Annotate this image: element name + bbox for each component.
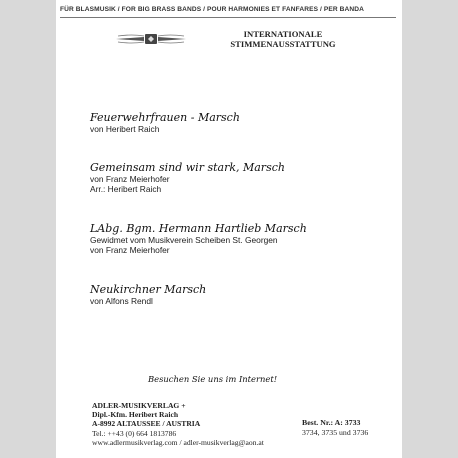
piece-title: Gemeinsam sind wir stark, Marsch — [90, 161, 285, 174]
piece-composer: von Alfons Rendl — [90, 296, 153, 306]
piece-4 — [90, 283, 206, 306]
piece-title: LAbg. Bgm. Hermann Hartlieb Marsch — [90, 222, 307, 235]
publisher-name: ADLER-MUSIKVERLAG + — [92, 401, 186, 410]
publisher-block — [92, 401, 264, 447]
winged-emblem-icon — [114, 30, 188, 48]
piece-title: Neukirchner Marsch — [90, 283, 207, 296]
publisher-phone: Tel.: ++43 (0) 664 1813786 — [92, 428, 177, 438]
internet-promo: Besuchen Sie uns im Internet! — [148, 374, 278, 384]
publisher-owner: Dipl.-Kfm. Heribert Raich — [92, 410, 179, 420]
edition-title — [218, 29, 348, 49]
piece-composer: von Franz Meierhofer — [90, 174, 170, 184]
piece-arranger: Arr.: Heribert Raich — [90, 184, 162, 194]
order-related: 3734, 3735 und 3736 — [302, 427, 369, 437]
piece-composer: von Heribert Raich — [90, 124, 160, 134]
top-banner: FÜR BLASMUSIK / FOR BIG BRASS BANDS / POUR HARMONIES ET FANFARES / PER BANDA — [60, 6, 364, 13]
piece-composer: von Franz Meierhofer — [90, 245, 170, 255]
publisher-web: www.adlermusikverlag.com / adler-musikverlag@aon.at — [92, 437, 264, 447]
edition-line-2: STIMMENAUSSTATTUNG — [230, 39, 336, 49]
piece-dedication: Gewidmet vom Musikverein Scheiben St. Georgen — [90, 235, 278, 245]
edition-line-1: INTERNATIONALE — [243, 29, 323, 39]
order-block — [302, 418, 402, 437]
sheet-page — [56, 0, 402, 458]
piece-2 — [90, 161, 285, 194]
piece-3 — [90, 222, 307, 255]
order-number: Best. Nr.: A: 3733 — [302, 418, 361, 427]
piece-title: Feuerwehrfrauen - Marsch — [90, 111, 240, 124]
publisher-address: A-8992 ALTAUSSEE / AUSTRIA — [92, 419, 201, 429]
piece-1 — [90, 111, 240, 134]
header-divider — [60, 17, 396, 18]
